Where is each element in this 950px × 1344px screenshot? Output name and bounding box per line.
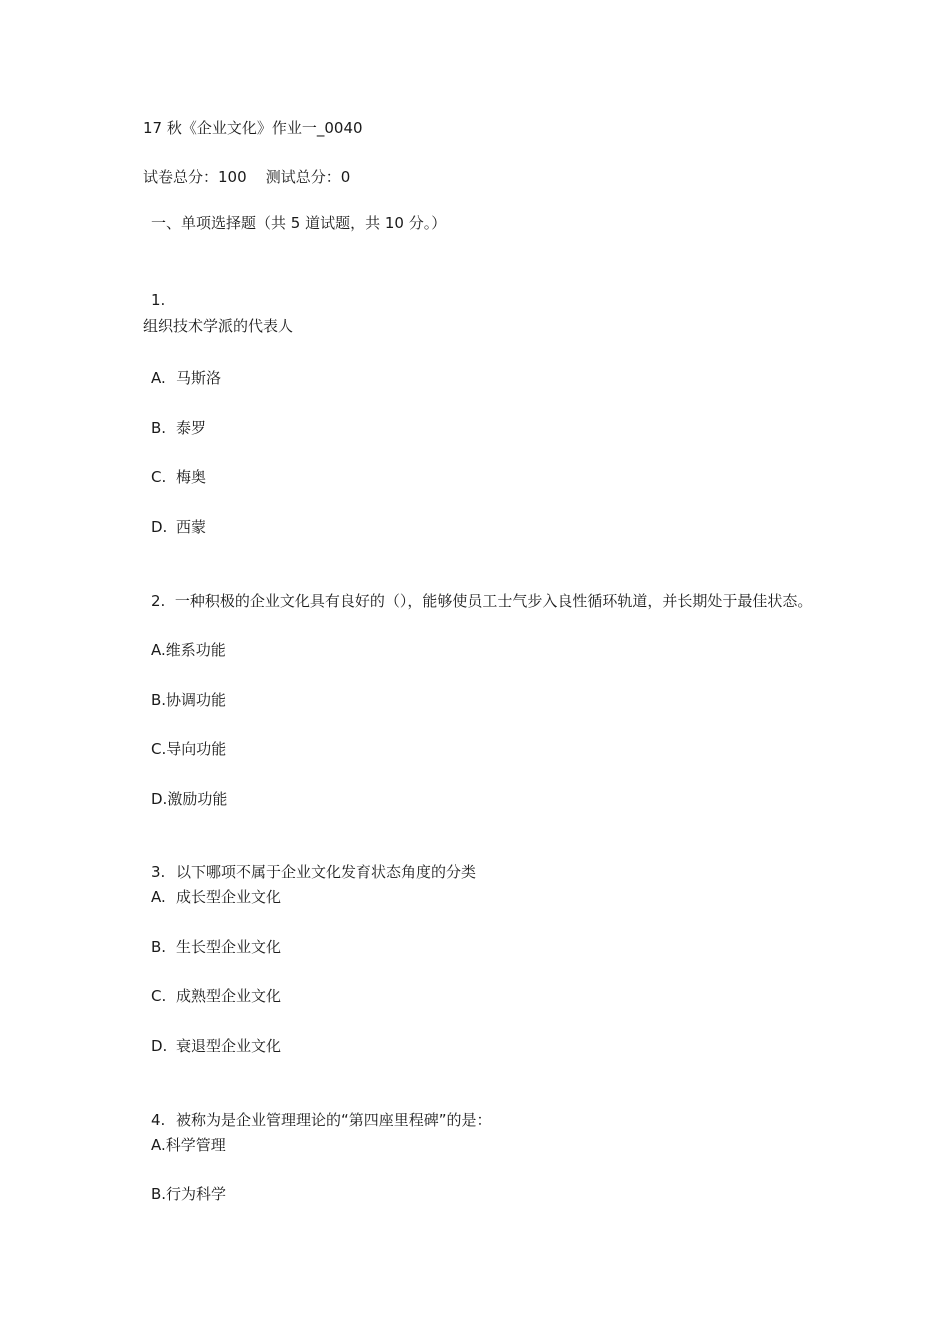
document-title: 17 秋《企业文化》作业一_0040 [143,119,363,137]
option-letter: B. [151,419,167,437]
question-2-option-a: A.维系功能 [151,641,226,659]
option-text: 生长型企业文化 [176,938,282,956]
section-heading: 一、单项选择题（共 5 道试题，共 10 分。） [151,214,447,232]
option-letter: A. [151,369,166,387]
question-2-option-b: B.协调功能 [151,691,227,709]
question-4-option-a: A.科学管理 [151,1136,226,1154]
option-text: 成长型企业文化 [176,888,282,906]
question-2-number: 2. [151,592,166,610]
question-3-option-a [151,887,281,907]
question-1-option-a [151,368,221,388]
question-3-option-b [151,937,281,957]
question-3-text: 以下哪项不属于企业文化发育状态角度的分类 [176,863,477,881]
question-1-text: 组织技术学派的代表人 [143,317,294,335]
option-letter: C. [151,468,167,486]
question-3-number: 3. [151,863,166,881]
question-2-stem [143,589,813,613]
option-text: 成熟型企业文化 [176,987,282,1005]
question-3-stem [151,862,476,882]
option-letter: B. [151,938,167,956]
question-1-option-d [151,517,206,537]
option-letter: C. [151,987,167,1005]
option-letter: A. [151,888,166,906]
question-1-option-b [151,418,206,438]
option-letter: D. [151,1037,168,1055]
question-2-text: 一种积极的企业文化具有良好的（），能够使员工士气步入良性循环轨道，并长期处于最佳状态。 [174,592,813,610]
option-text: 衰退型企业文化 [176,1037,282,1055]
option-text: 西蒙 [176,518,207,536]
question-4-text: 被称为是企业管理理论的“第四座里程碑”的是： [176,1111,492,1129]
question-2-option-d: D.激励功能 [151,790,228,808]
score-line: 试卷总分：100 测试总分：0 [143,168,351,186]
question-3-option-c [151,986,281,1006]
question-4-option-b: B.行为科学 [151,1185,227,1203]
question-4-stem [151,1110,492,1130]
question-1-number: 1. [151,291,166,309]
question-1-option-c [151,467,206,487]
option-text: 梅奥 [176,468,207,486]
option-text: 马斯洛 [176,369,222,387]
question-2-option-c: C.导向功能 [151,740,227,758]
question-4-number: 4. [151,1111,166,1129]
option-letter: D. [151,518,168,536]
question-3-option-d [151,1036,281,1056]
option-text: 泰罗 [176,419,207,437]
